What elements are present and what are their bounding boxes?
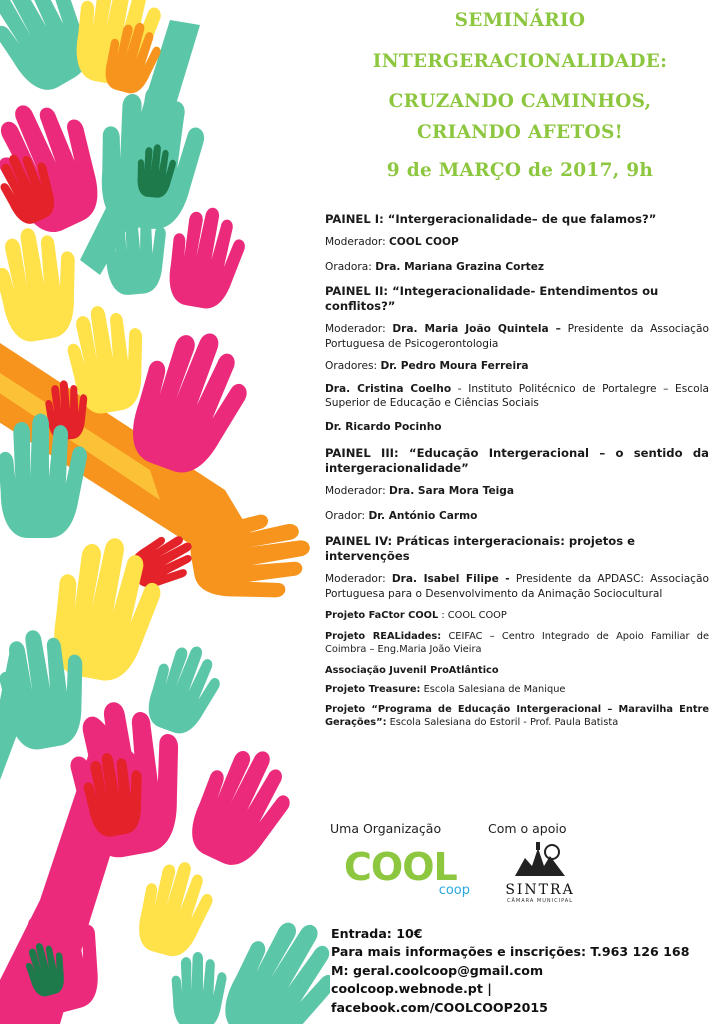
panel4-project1: Projeto FaCtor COOL : COOL COOP <box>325 610 507 621</box>
cool-coop-logo: COOL coop <box>344 845 470 898</box>
panel4-project5: Projeto “Programa de Educação Intergeracional – Maravilha Entre Gerações”: Escola Salesiana do Estoril - Prof. Paula Batista <box>325 703 709 728</box>
sintra-emblem-icon <box>510 838 570 878</box>
program <box>325 212 709 730</box>
info-phone: Para mais informações e inscrições: T.963 126 168 <box>331 944 690 960</box>
panel1-moderator: Moderador: COOL COOP <box>325 236 459 248</box>
panel2-title: PAINEL II: “Integeracionalidade- Entendimentos ou conflitos?” <box>325 284 659 313</box>
title-seminario: SEMINÁRIO <box>454 10 586 31</box>
panel2-speaker2: Dra. Cristina Coelho - Instituto Politécnico de Portalegre – Escola Superior de Educação e Ciências Sociais <box>325 382 709 409</box>
hands-illustration <box>0 0 330 1024</box>
panel1-speaker: Oradora: Dra. Mariana Grazina Cortez <box>325 260 545 273</box>
panel2-speaker3: Dr. Ricardo Pocinho <box>325 420 442 433</box>
sintra-logo: SINTRA CÂMARA MUNICIPAL <box>500 838 580 908</box>
panel3-moderator: Moderador: Dra. Sara Mora Teiga <box>325 485 514 497</box>
panel4-project4: Projeto Treasure: Escola Salesiana de Manique <box>325 684 566 695</box>
panel3-title: PAINEL III: “Educação Intergeracional – o sentido da intergeracionalidade” <box>325 446 709 475</box>
title-intergeracionalidade: INTERGERACIONALIDADE: <box>372 51 668 72</box>
entry-price: Entrada: 10€ <box>331 926 423 941</box>
organization-label: Uma Organização <box>330 821 442 836</box>
email-link[interactable]: M: geral.coolcoop@gmail.com <box>331 962 544 978</box>
panel4-title: PAINEL IV: Práticas intergeracionais: projetos e intervenções <box>325 534 636 563</box>
title-criando-afetos: CRIANDO AFETOS! <box>416 122 624 143</box>
facebook-link[interactable]: facebook.com/COOLCOOP2015 <box>331 999 548 1015</box>
panel2-moderator: Moderador: Dra. Maria João Quintela – Presidente da Associação Portuguesa de Psicogerontologia <box>325 323 709 350</box>
panel3-speaker: Orador: Dr. António Carmo <box>325 509 478 522</box>
panel4-moderator: Moderador: Dra. Isabel Filipe - Presidente da APDASC: Associação Portuguesa para o Desenvolvimento da Animação Sociocultural <box>325 573 709 600</box>
website-link[interactable]: coolcoop.webnode.pt | <box>331 981 492 997</box>
contact-info <box>331 925 711 1017</box>
panel4-project2: Projeto REALidades: CEIFAC – Centro Integrado de Apoio Familiar de Coimbra – Eng.Maria João Vieira <box>325 630 709 655</box>
panel2-speakers: Oradores: Dr. Pedro Moura Ferreira <box>325 360 529 372</box>
event-date: 9 de MARÇO de 2017, 9h <box>386 160 654 181</box>
title-cruzando-caminhos: CRUZANDO CAMINHOS, <box>388 91 652 112</box>
panel1-title: PAINEL I: “Intergeracionalidade– de que falamos?” <box>325 212 657 226</box>
panel4-project3: Associação Juvenil ProAtlântico <box>325 664 499 676</box>
support-label: Com o apoio <box>488 821 567 836</box>
